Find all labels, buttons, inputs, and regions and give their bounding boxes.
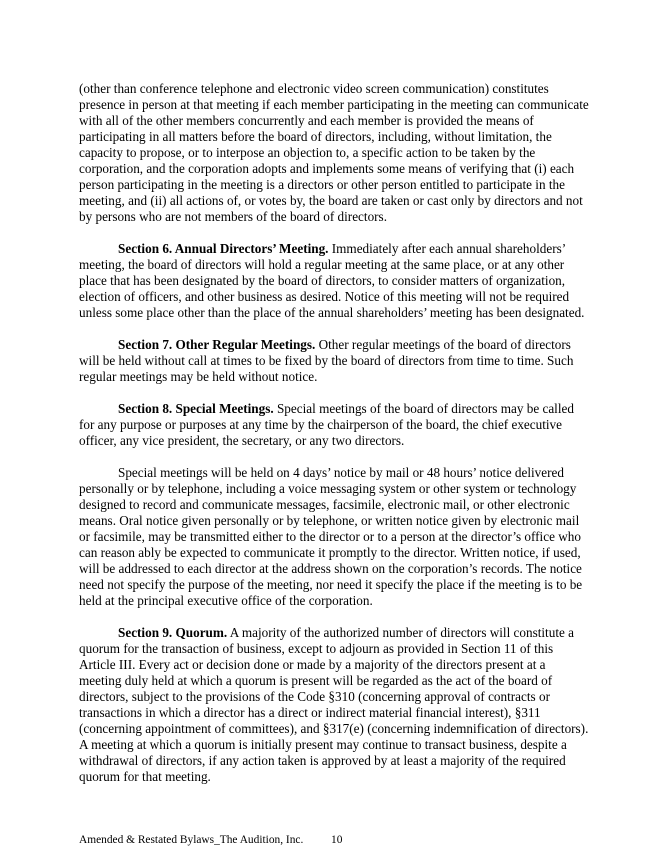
text-line: with all of the other members concurrently and each member is provided the means of [79, 113, 534, 128]
text-line: transactions in which a director has a direct or indirect material financial interest), §311 [79, 705, 541, 720]
text-line: officer, any vice president, the secretary, or any two directors. [79, 433, 405, 448]
text-line [118, 241, 566, 257]
text-line: personally or by telephone, including a voice messaging system or other system or technology [79, 481, 577, 496]
text-line: place that has been designated by the board of directors, to consider matters of organization, [79, 273, 566, 288]
text-line [118, 401, 574, 417]
text-line: quorum for the transaction of business, except to adjourn as provided in Section 11 of this [79, 641, 554, 656]
section-heading: Section 9. Quorum. [118, 625, 228, 640]
text-line: meeting, and (ii) all actions of, or votes by, the board are taken or cast only by directors and not [79, 193, 583, 208]
text-line: Article III. Every act or decision done or made by a majority of the directors present at a [79, 657, 546, 672]
text-line: meeting duly held at which a quorum is present will be regarded as the act of the board of [79, 673, 553, 688]
text-line: corporation, and the corporation adopts and implements some means of verifying that (i) each [79, 161, 575, 176]
section-text: Immediately after each annual shareholders’ [328, 241, 567, 256]
section-text: A majority of the authorized number of directors will constitute a [227, 625, 574, 640]
text-line: participating in all matters before the board of directors, including, without limitation, the [79, 129, 552, 144]
text-line: will be addressed to each director at the address shown on the corporation’s records. The notice [79, 561, 582, 576]
text-line: presence in person at that meeting if each member participating in the meeting can communicate [79, 97, 589, 112]
section-heading: Section 8. Special Meetings. [118, 401, 274, 416]
text-line: can reason ably be expected to communicate it promptly to the director. Written notice, if used, [79, 545, 581, 560]
text-line: capacity to propose, or to interpose an objection to, a specific action to be taken by the [79, 145, 536, 160]
text-line: Special meetings will be held on 4 days’ notice by mail or 48 hours’ notice delivered [118, 465, 564, 480]
text-line: unless some place other than the place of the annual shareholders’ meeting has been designated. [79, 305, 585, 320]
text-line: meeting, the board of directors will hold a regular meeting at the same place, or at any other [79, 257, 565, 272]
text-line: quorum for that meeting. [79, 769, 211, 784]
text-line: need not specify the purpose of the meeting, nor need it specify the place if the meeting is to be [79, 577, 583, 592]
section-text: Special meetings of the board of directors may be called [273, 401, 574, 416]
text-line: will be held without call at times to be fixed by the board of directors from time to time. Such [79, 353, 574, 368]
text-line [118, 625, 574, 641]
text-line: person participating in the meeting is a directors or other person entitled to participate in the [79, 177, 565, 192]
text-line: (other than conference telephone and electronic video screen communication) constitutes [79, 81, 549, 96]
text-line: A meeting at which a quorum is initially present may continue to transact business, despite a [79, 737, 567, 752]
page-number: 10 [331, 834, 343, 846]
text-line: by persons who are not members of the board of directors. [79, 209, 387, 224]
text-line: withdrawal of directors, if any action taken is approved by at least a majority of the required [79, 753, 566, 768]
text-line [118, 337, 571, 353]
text-line: or facsimile, may be transmitted either to the director or to a person at the director’s office who [79, 529, 581, 544]
text-line: means. Oral notice given personally or by telephone, or written notice given by electronic mail [79, 513, 580, 528]
text-line: regular meetings may be held without notice. [79, 369, 318, 384]
section-text: Other regular meetings of the board of directors [315, 337, 571, 352]
text-line: election of officers, and other business as desired. Notice of this meeting will not be required [79, 289, 570, 304]
text-line: (concerning appointment of committees), and §317(e) (concerning indemnification of directors). [79, 721, 589, 736]
footer-title: Amended & Restated Bylaws_The Audition, Inc. [79, 834, 304, 846]
text-line: designed to record and communicate messages, facsimile, electronic mail, or other electronic [79, 497, 570, 512]
section-heading: Section 7. Other Regular Meetings. [118, 337, 316, 352]
text-line: directors, subject to the provisions of the Code §310 (concerning approval of contracts or [79, 689, 550, 704]
section-heading: Section 6. Annual Directors’ Meeting. [118, 241, 329, 256]
text-line: held at the principal executive office of the corporation. [79, 593, 373, 608]
text-line: for any purpose or purposes at any time by the chairperson of the board, the chief executive [79, 417, 563, 432]
